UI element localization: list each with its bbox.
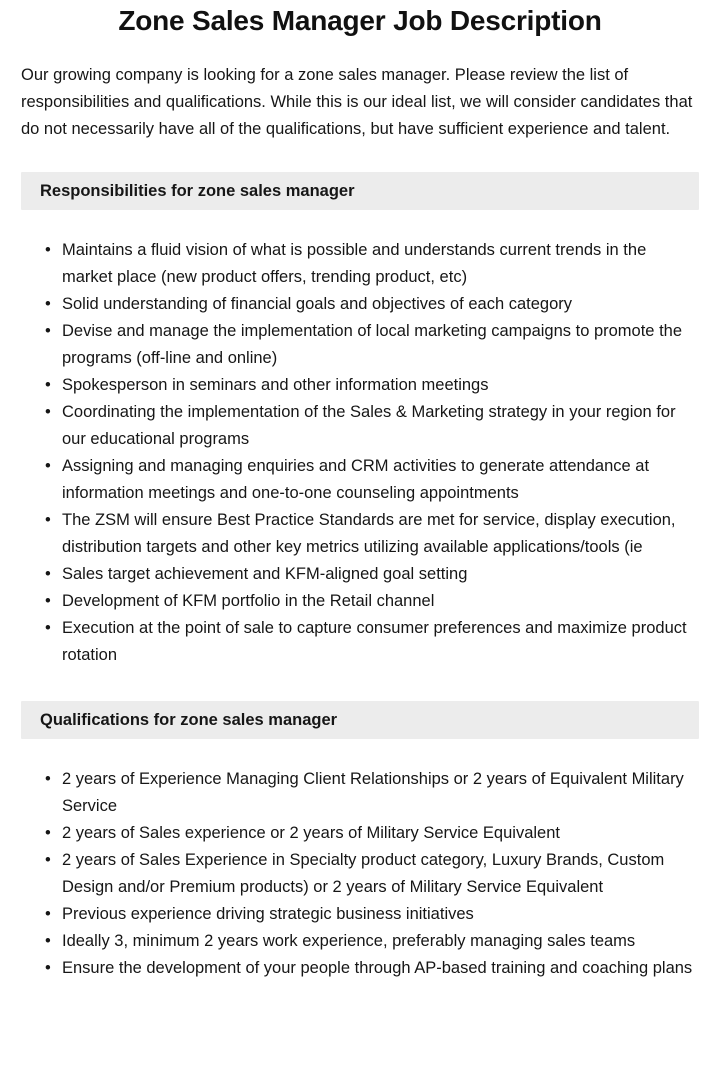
list-item: • Spokesperson in seminars and other information meetings [62, 372, 699, 399]
qualifications-section-header: Qualifications for zone sales manager [21, 701, 699, 739]
responsibilities-section-header: Responsibilities for zone sales manager [21, 172, 699, 210]
list-item: • Devise and manage the implementation of local marketing campaigns to promote the programs (off-line and online) [62, 318, 699, 372]
list-item: • Previous experience driving strategic business initiatives [62, 901, 699, 928]
list-item: • Execution at the point of sale to capture consumer preferences and maximize product rotation [62, 615, 699, 669]
list-item: • 2 years of Sales experience or 2 years of Military Service Equivalent [62, 820, 699, 847]
list-item: • 2 years of Sales Experience in Specialty product category, Luxury Brands, Custom Design and/or Premium products) or 2 years of Military Service Equivalent [62, 847, 699, 901]
list-item: • Coordinating the implementation of the Sales & Marketing strategy in your region for our educational programs [62, 399, 699, 453]
qualifications-list [21, 766, 699, 982]
list-item: • Ideally 3, minimum 2 years work experience, preferably managing sales teams [62, 928, 699, 955]
list-item: • Development of KFM portfolio in the Retail channel [62, 588, 699, 615]
page-title: Zone Sales Manager Job Description [118, 5, 602, 36]
list-item: • Maintains a fluid vision of what is possible and understands current trends in the market place (new product offers, trending product, etc) [62, 237, 699, 291]
intro-paragraph: Our growing company is looking for a zone sales manager. Please review the list of responsibilities and qualifications. While this is our ideal list, we will consider candidates that do not necessarily have all of the qualifications, but have sufficient experience and talent. [21, 66, 693, 138]
list-item: • 2 years of Experience Managing Client Relationships or 2 years of Equivalent Military Service [62, 766, 699, 820]
list-item: • The ZSM will ensure Best Practice Standards are met for service, display execution, distribution targets and other key metrics utilizing available applications/tools (ie [62, 507, 699, 561]
list-item: • Solid understanding of financial goals and objectives of each category [62, 291, 699, 318]
list-item: • Ensure the development of your people through AP-based training and coaching plans [62, 955, 699, 982]
responsibilities-list [21, 237, 699, 669]
list-item: • Assigning and managing enquiries and CRM activities to generate attendance at information meetings and one-to-one counseling appointments [62, 453, 699, 507]
list-item: • Sales target achievement and KFM-aligned goal setting [62, 561, 699, 588]
